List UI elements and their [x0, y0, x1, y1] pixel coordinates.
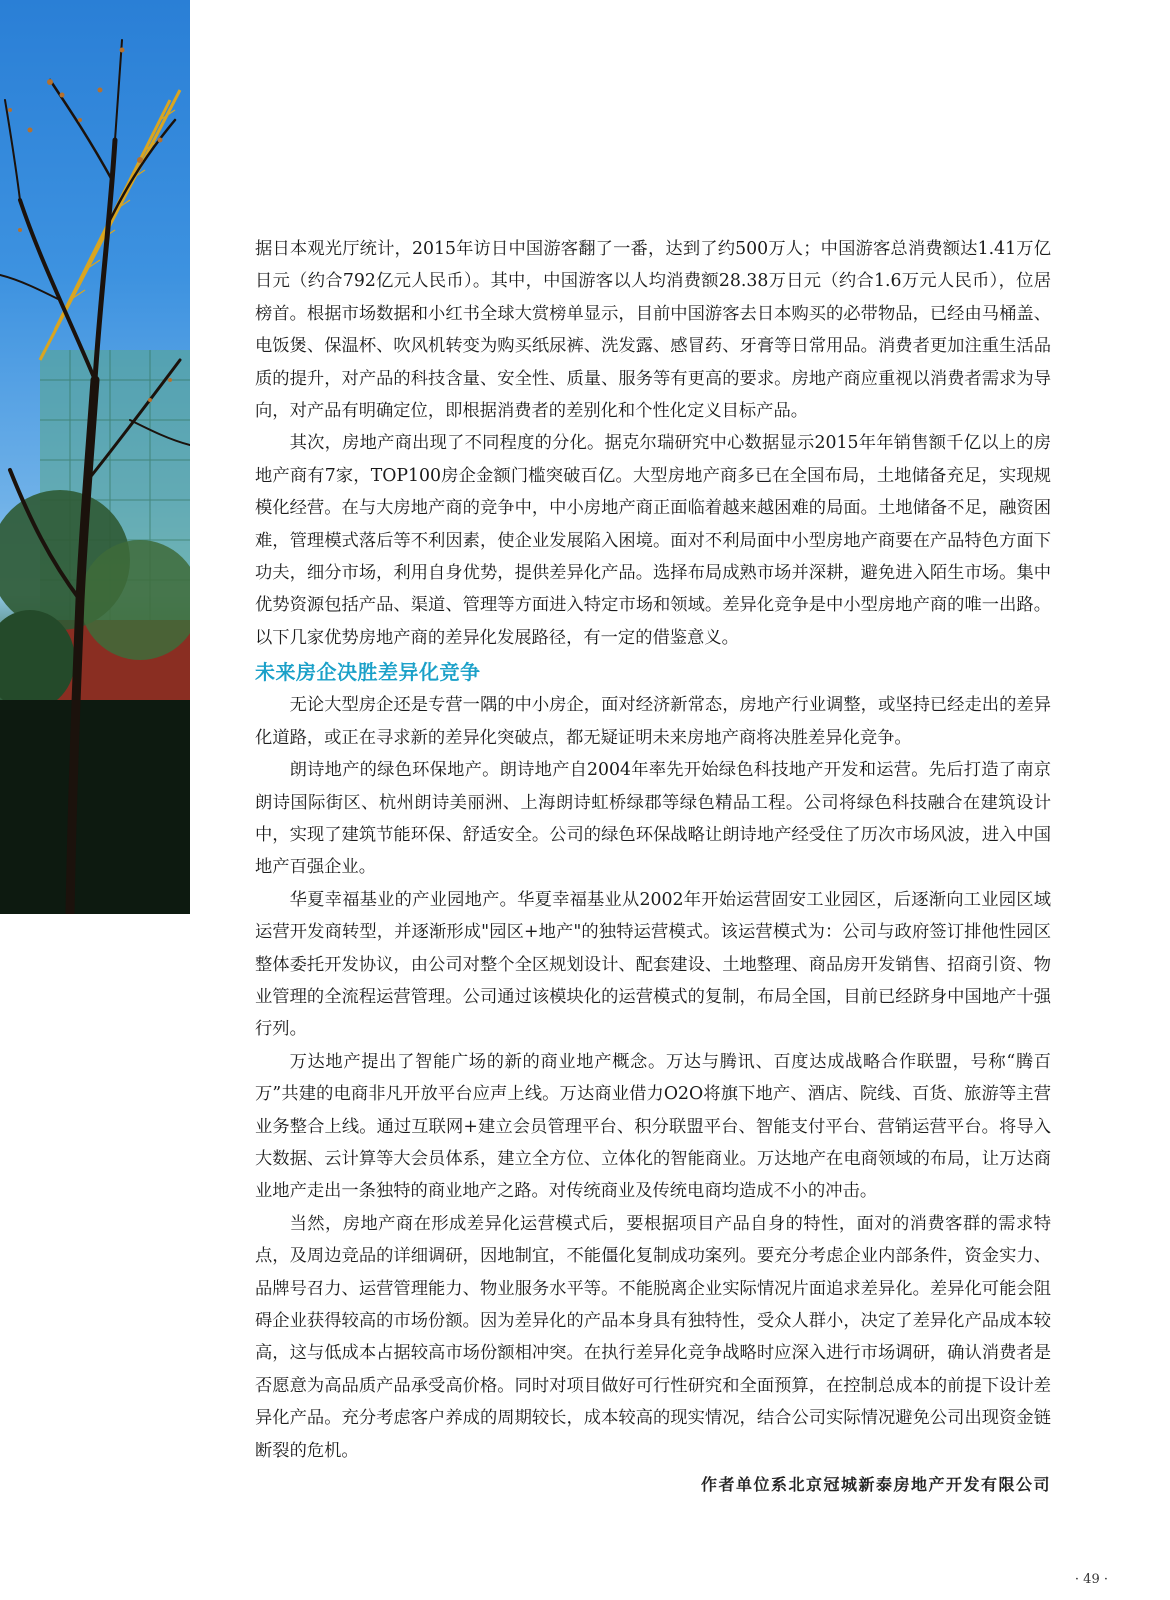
- article-paragraph: 无论大型房企还是专营一隅的中小房企，面对经济新常态，房地产行业调整，或坚持已经走出的差异化道路，或正在寻求新的差异化突破点，都无疑证明未来房地产商将决胜差异化竞争。: [255, 695, 1051, 748]
- article-paragraph: 当然，房地产商在形成差异化运营模式后，要根据项目产品自身的特性，面对的消费客群的需求特点，及周边竞品的详细调研，因地制宜，不能僵化复制成功案列。要充分考虑企业内部条件，资金实力、品牌号召力、运营管理能力、物业服务水平等。不能脱离企业实际情况片面追求差异化。差异化可能会阻碍企业获得较高的市场份额。因为差异化的产品本身具有独特性，受众人群小，决定了差异化产品成本较高，这与低成本占据较高市场份额相冲突。在执行差异化竞争战略时应深入进行市场调研，确认消费者是否愿意为高品质产品承受高价格。同时对项目做好可行性研究和全面预算，在控制总成本的前提下设计差异化产品。充分考虑客户养成的周期较长，成本较高的现实情况，结合公司实际情况避免公司出现资金链断裂的危机。: [255, 1213, 1051, 1461]
- article-paragraph: 据日本观光厅统计，2015年访日中国游客翻了一番，达到了约500万人；中国游客总消费额达1.41万亿日元（约合792亿元人民币）。其中，中国游客以人均消费额28.38万日元（约合1.6万元人民币），位居榜首。根据市场数据和小红书全球大赏榜单显示，目前中国游客去日本购买的必带物品，已经由马桶盖、电饭煲、保温杯、吹风机转变为购买纸尿裤、洗发露、感冒药、牙膏等日常用品。消费者更加注重生活品质的提升，对产品的科技含量、安全性、质量、服务等有更高的要求。房地产商应重视以消费者需求为导向，对产品有明确定位，即根据消费者的差别化和个性化定义目标产品。: [255, 239, 1051, 422]
- article-paragraph: 万达地产提出了智能广场的新的商业地产概念。万达与腾讯、百度达成战略合作联盟，号称“腾百万”共建的电商非凡开放平台应声上线。万达商业借力O2O将旗下地产、酒店、院线、百货、旅游等主营业务整合上线。通过互联网+建立会员管理平台、积分联盟平台、智能支付平台、营销运营平台。将导入大数据、云计算等大会员体系，建立全方位、立体化的智能商业。万达地产在电商领域的布局，让万达商业地产走出一条独特的商业地产之路。对传统商业及传统电商均造成不小的冲击。: [255, 1051, 1051, 1202]
- article-photo: [0, 0, 190, 914]
- article-paragraph: 其次，房地产商出现了不同程度的分化。据克尔瑞研究中心数据显示2015年年销售额千亿以上的房地产商有7家，TOP100房企金额门槛突破百亿。大型房地产商多已在全国布局，土地储备充足，实现规模化经营。在与大房地产商的竞争中，中小房地产商正面临着越来越困难的局面。土地储备不足，融资困难，管理模式落后等不利因素，使企业发展陷入困境。面对不利局面中小型房地产商要在产品特色方面下功夫，细分市场，利用自身优势，提供差异化产品。选择布局成熟市场并深耕，避免进入陌生市场。集中优势资源包括产品、渠道、管理等方面进入特定市场和领域。差异化竞争是中小型房地产商的唯一出路。以下几家优势房地产商的差异化发展路径，有一定的借鉴意义。: [255, 433, 1051, 648]
- author-affiliation: 作者单位系北京冠城新泰房地产开发有限公司: [700, 1475, 1051, 1495]
- tree-crane-illustration: [0, 0, 190, 914]
- article-paragraph: 华夏幸福基业的产业园地产。华夏幸福基业从2002年开始运营固安工业园区，后逐渐向工业园区域运营开发商转型，并逐渐形成"园区+地产"的独特运营模式。该运营模式为：公司与政府签订排他性园区整体委托开发协议，由公司对整个全区规划设计、配套建设、土地整理、商品房开发销售、招商引资、物业管理的全流程运营管理。公司通过该模块化的运营模式的复制，布局全国，目前已经跻身中国地产十强行列。: [255, 889, 1051, 1040]
- article-paragraph: 朗诗地产的绿色环保地产。朗诗地产自2004年率先开始绿色科技地产开发和运营。先后打造了南京朗诗国际街区、杭州朗诗美丽洲、上海朗诗虹桥绿郡等绿色精品工程。公司将绿色科技融合在建筑设计中，实现了建筑节能环保、舒适安全。公司的绿色环保战略让朗诗地产经受住了历次市场风波，进入中国地产百强企业。: [255, 760, 1051, 878]
- page-number: · 49 ·: [1074, 1572, 1108, 1587]
- article-body: [255, 233, 1051, 1499]
- section-heading: 未来房企决胜差异化竞争: [255, 660, 481, 685]
